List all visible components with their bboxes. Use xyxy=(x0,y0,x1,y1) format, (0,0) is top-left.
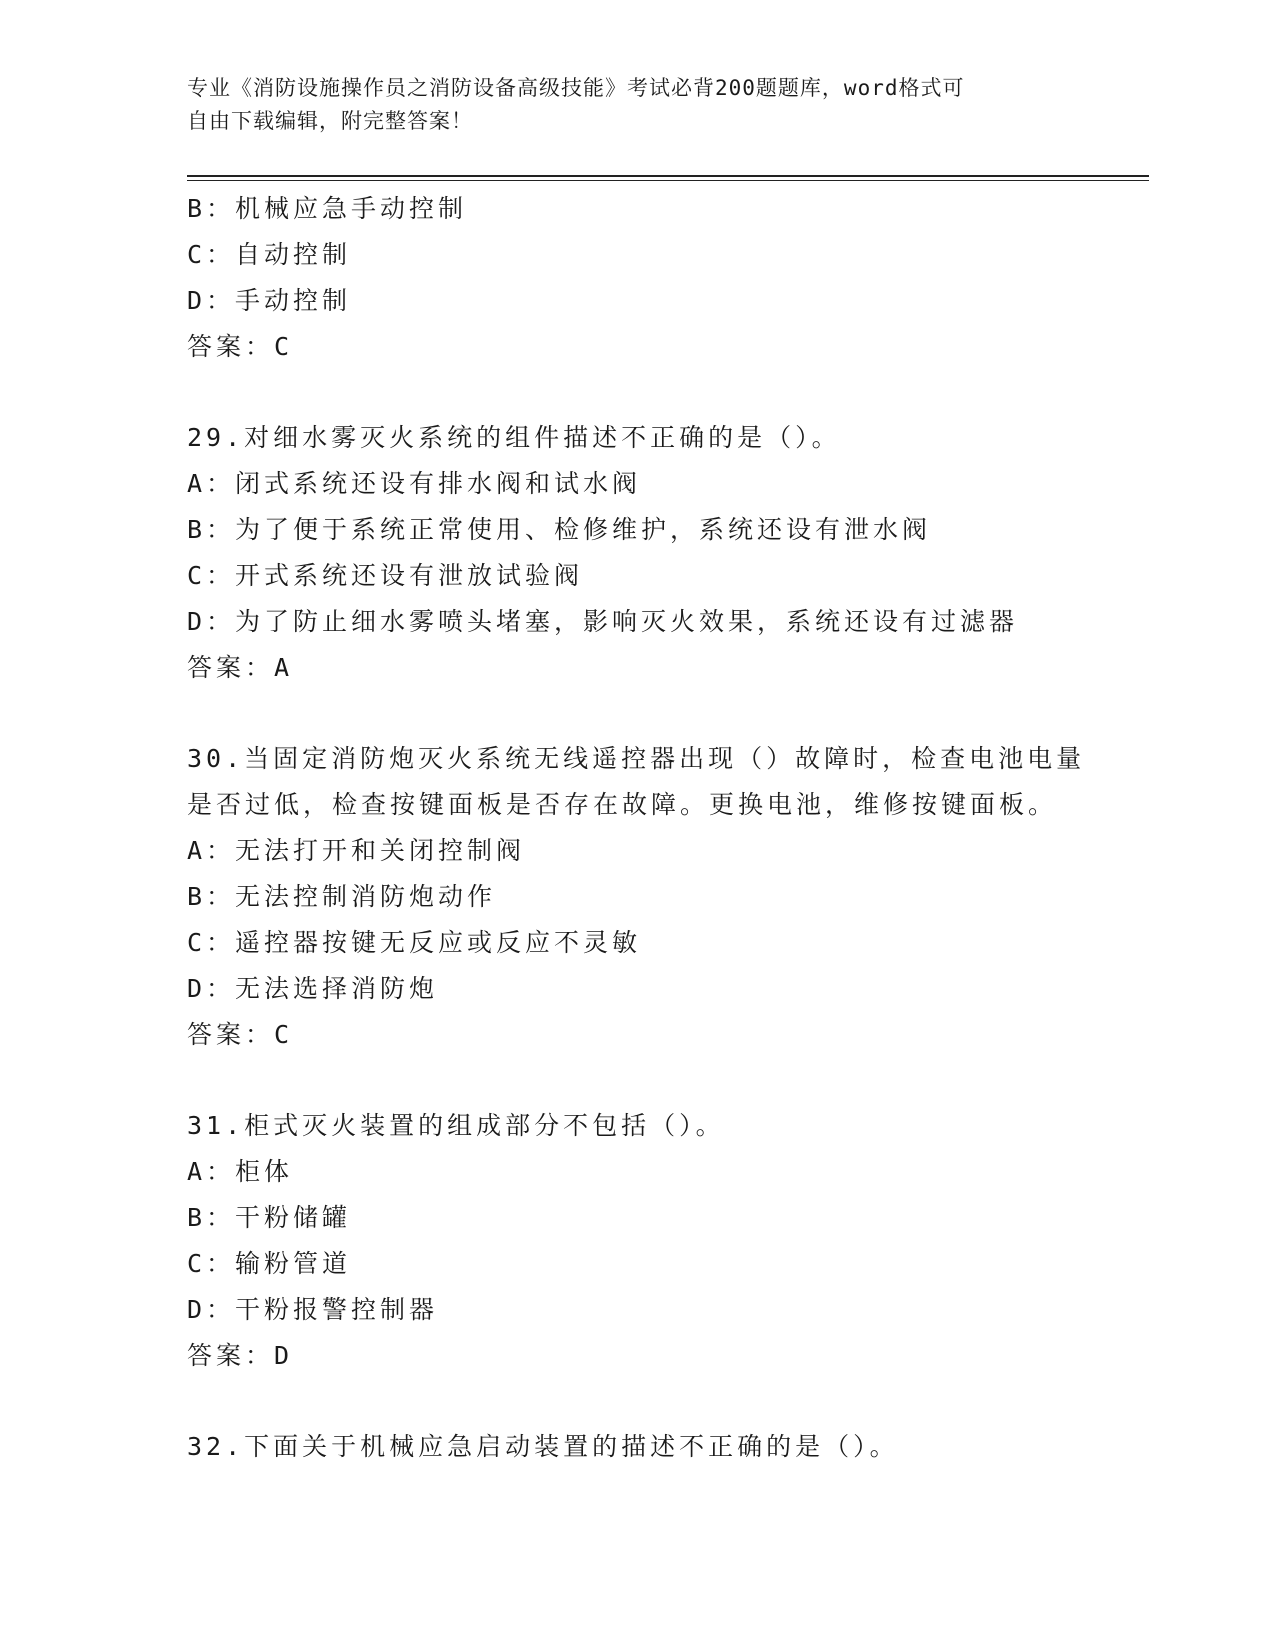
header-line: 专业《消防设施操作员之消防设备高级技能》考试必背200题题库，word格式可 xyxy=(187,76,965,100)
question-text: 31.柜式灭火装置的组成部分不包括（）。 xyxy=(187,1111,725,1140)
option-d: D：无法选择消防炮 xyxy=(187,974,439,1003)
question-30 xyxy=(187,736,1087,1058)
option-c: C：开式系统还设有泄放试验阀 xyxy=(187,561,584,590)
option-a: A：无法打开和关闭控制阀 xyxy=(187,836,526,865)
option-b: B：为了便于系统正常使用、检修维护，系统还设有泄水阀 xyxy=(187,515,932,544)
question-text: 是否过低，检查按键面板是否存在故障。更换电池，维修按键面板。 xyxy=(187,790,1058,819)
question-partial xyxy=(187,186,1087,370)
header-divider-thin xyxy=(187,180,1149,181)
question-text: 29.对细水雾灭火系统的组件描述不正确的是（）。 xyxy=(187,423,841,452)
option-b: B：干粉储罐 xyxy=(187,1203,352,1232)
question-32 xyxy=(187,1424,1087,1470)
question-31 xyxy=(187,1103,1087,1379)
answer: 答案：D xyxy=(187,1341,294,1370)
question-29 xyxy=(187,415,1087,691)
option-c: C：输粉管道 xyxy=(187,1249,352,1278)
question-text: 32.下面关于机械应急启动装置的描述不正确的是（）。 xyxy=(187,1432,899,1461)
document-header xyxy=(187,72,1067,138)
answer: 答案：C xyxy=(187,332,294,361)
option-d: D：干粉报警控制器 xyxy=(187,1295,439,1324)
answer: 答案：C xyxy=(187,1020,294,1049)
option-c: C：自动控制 xyxy=(187,240,352,269)
header-divider xyxy=(187,175,1149,177)
option-b: B：无法控制消防炮动作 xyxy=(187,882,497,911)
option-d: D：为了防止细水雾喷头堵塞，影响灭火效果，系统还设有过滤器 xyxy=(187,607,1019,636)
answer: 答案：A xyxy=(187,653,294,682)
option-b: B：机械应急手动控制 xyxy=(187,194,468,223)
header-line: 自由下载编辑，附完整答案！ xyxy=(187,109,473,133)
option-d: D：手动控制 xyxy=(187,286,352,315)
option-a: A：柜体 xyxy=(187,1157,294,1186)
question-text: 30.当固定消防炮灭火系统无线遥控器出现（）故障时，检查电池电量 xyxy=(187,744,1086,773)
option-c: C：遥控器按键无反应或反应不灵敏 xyxy=(187,928,642,957)
document-body xyxy=(187,186,1087,1470)
option-a: A：闭式系统还设有排水阀和试水阀 xyxy=(187,469,642,498)
